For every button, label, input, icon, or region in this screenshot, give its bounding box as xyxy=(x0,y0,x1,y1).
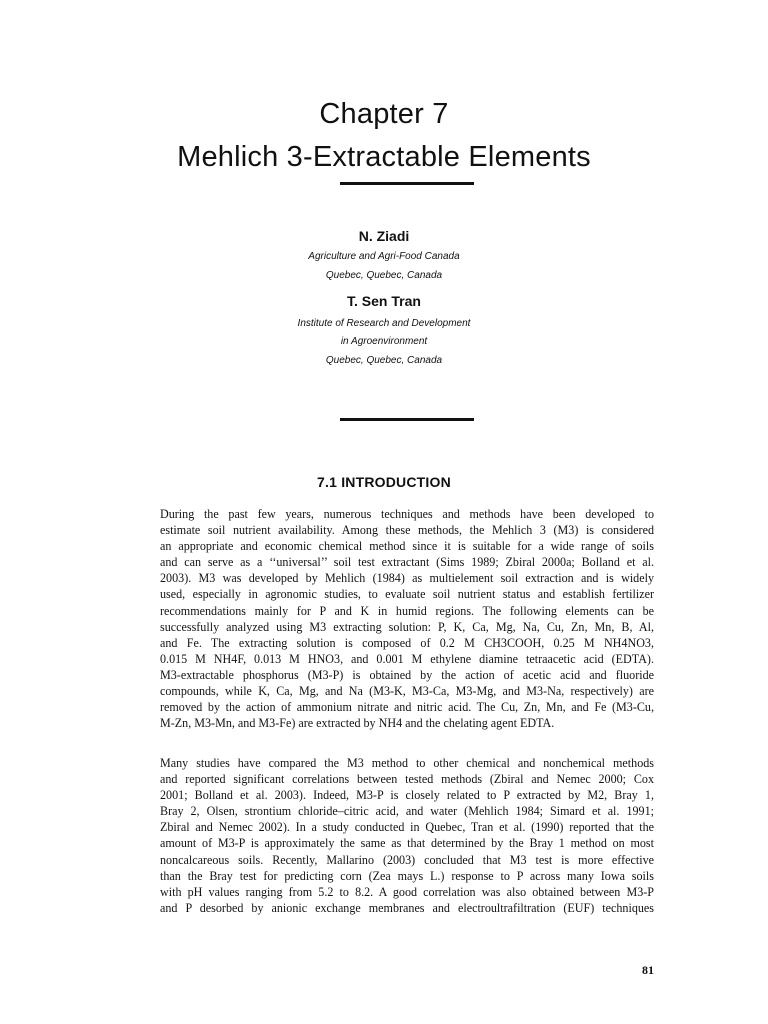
paragraph-line: and can serve as a ‘‘universal’’ soil test extractant (Sims 1989; Zbiral 2000a; Bolland et al. xyxy=(160,555,654,570)
authors-divider-rule xyxy=(340,418,474,421)
author-affiliation-line: Institute of Research and Development xyxy=(297,318,471,329)
chapter-title: Mehlich 3-Extractable Elements xyxy=(177,141,591,173)
paragraph-line: estimate soil nutrient availability. Among these methods, the Mehlich 3 (M3) is considered xyxy=(160,523,654,538)
paragraph-line: 2003). M3 was developed by Mehlich (1984) as multielement soil extraction and is widely xyxy=(160,571,654,586)
author-affiliation-line: in Agroenvironment xyxy=(340,336,428,347)
paragraph-line: and Fe. The extracting solution is composed of 0.2 M CH3COOH, 0.25 M NH4NO3, xyxy=(160,635,654,650)
paragraph-line: successfully analyzed using M3 extracting solution: P, K, Ca, Mg, Na, Cu, Zn, Mn, B, Al, xyxy=(160,619,654,634)
paragraph-line: Many studies have compared the M3 method to other chemical and nonchemical methods xyxy=(160,756,654,770)
author-affiliation-line: Agriculture and Agri-Food Canada xyxy=(308,251,460,262)
author-affiliation-line: Quebec, Quebec, Canada xyxy=(325,270,443,281)
paragraph-line: than the Bray test for predicting corn (Zea mays L.) response to P across many Iowa soils xyxy=(160,868,654,883)
paragraph-line: removed by the action of ammonium nitrate and nitric acid. The Cu, Zn, Mn, and Fe (M3-Cu, xyxy=(160,700,654,715)
paragraph-line: and P desorbed by anionic exchange membranes and electroultrafiltration (EUF) techniques xyxy=(160,900,654,915)
author-name: N. Ziadi xyxy=(358,228,410,244)
paragraph-line: 2001; Bolland et al. 2003). Indeed, M3-P is closely related to P extracted by M2, Bray 1, xyxy=(160,788,654,803)
author-name: T. Sen Tran xyxy=(347,293,421,309)
paragraph-line: amount of M3-P is approximately the same as that determined by the Bray 1 method on most xyxy=(160,836,654,851)
page-number: 81 xyxy=(642,963,654,977)
chapter-number: Chapter 7 xyxy=(319,98,449,130)
paragraph-line: During the past few years, numerous techniques and methods have been developed to xyxy=(160,507,654,521)
paragraph-line: noncalcareous soils. Recently, Mallarino (2003) concluded that M3 test is more effective xyxy=(160,852,654,867)
paragraph-line: with pH values ranging from 5.2 to 8.2. A good correlation was also obtained between M3-P xyxy=(160,884,654,899)
paragraph-line: Zbiral and Nemec 2002). In a study conducted in Quebec, Tran et al. (1990) reported that the xyxy=(160,820,654,835)
paragraph-line: recommendations mainly for P and K in humid regions. The following elements can be xyxy=(160,603,654,618)
paragraph-line: Bray 2, Olsen, strontium chloride–citric acid, and water (Mehlich 1984; Simard et al. 1991; xyxy=(160,804,654,819)
paragraph-line: used, especially in agronomic studies, to evaluate soil nutrient status and establish fertilizer xyxy=(160,587,654,602)
author-affiliation-line: Quebec, Quebec, Canada xyxy=(325,355,443,366)
paragraph-line: M-Zn, M3-Mn, and M3-Fe) are extracted by NH4 and the chelating agent EDTA. xyxy=(160,716,555,731)
title-divider-rule xyxy=(340,182,474,185)
paragraph-line: compounds, while K, Ca, Mg, and Na (M3-K, M3-Ca, M3-Mg, and M3-Na, respectively) are xyxy=(160,684,654,699)
paragraph-line: 0.015 M NH4F, 0.013 M HNO3, and 0.001 M ethylene diamine tetraacetic acid (EDTA). xyxy=(160,651,654,666)
body-paragraph xyxy=(160,755,654,916)
paragraph-line: an appropriate and economic chemical method since it is suitable for a wide range of soils xyxy=(160,539,654,554)
section-heading: 7.1 INTRODUCTION xyxy=(317,474,451,490)
paragraph-line: and reported significant correlations between tested methods (Zbiral and Nemec 2000; Cox xyxy=(160,772,654,787)
body-paragraph xyxy=(160,506,654,731)
paragraph-line: M3-extractable phosphorus (M3-P) is obtained by the action of acetic acid and fluoride xyxy=(160,667,654,682)
